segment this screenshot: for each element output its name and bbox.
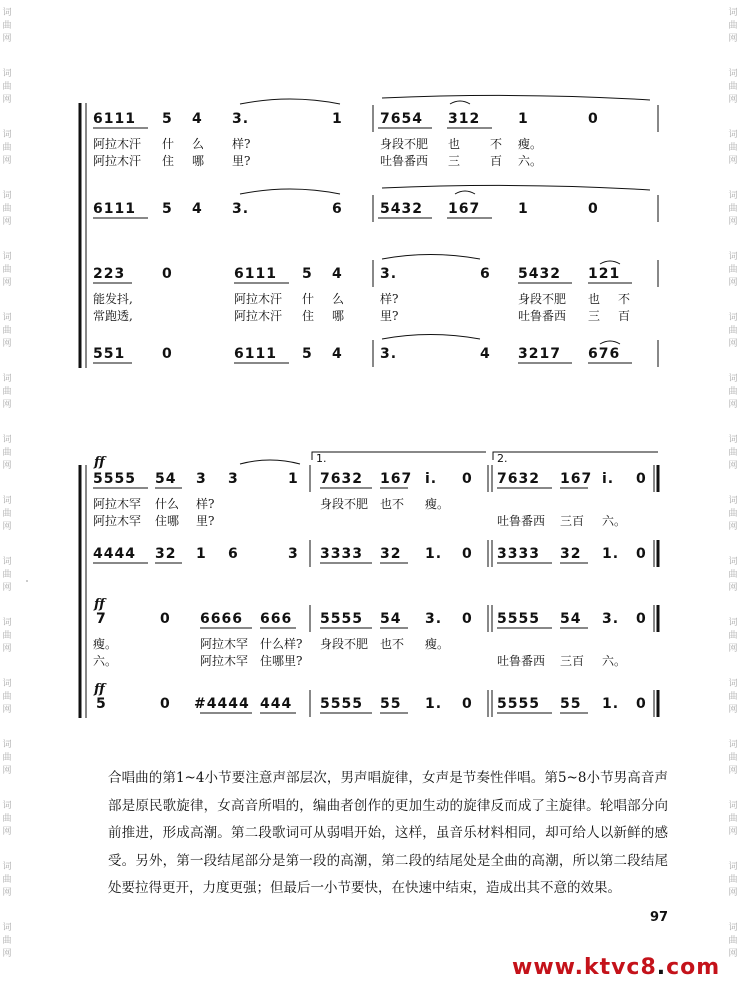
watermark-char: 词 xyxy=(2,740,12,750)
watermark-char: 网 xyxy=(2,95,12,105)
watermark-char: 曲 xyxy=(728,448,738,458)
notes: 54 xyxy=(380,611,402,627)
watermark-char: 词 xyxy=(728,740,738,750)
watermark-char: 词 xyxy=(2,69,12,79)
watermark-char: 网 xyxy=(728,827,738,837)
watermark-char: 曲 xyxy=(728,387,738,397)
lyric: 样? xyxy=(232,137,251,151)
watermark-char: 词 xyxy=(2,923,12,933)
lyric: 百 xyxy=(490,154,503,168)
watermark-char: 曲 xyxy=(2,631,12,641)
notes: 6 xyxy=(332,201,343,217)
watermark-char: 曲 xyxy=(2,204,12,214)
lyric: 吐鲁番西 xyxy=(497,654,546,668)
notes: 3. xyxy=(232,111,250,127)
watermark-char: 词 xyxy=(2,618,12,628)
lyric: 身段不肥 xyxy=(518,292,567,306)
watermark-char: 网 xyxy=(728,461,738,471)
lyric: 六。 xyxy=(602,514,627,528)
lyric: 阿拉木罕 xyxy=(200,654,249,668)
watermark-char: 网 xyxy=(728,522,738,532)
site-logo-main: ktvc8 xyxy=(583,955,657,980)
notes: 1. xyxy=(425,696,443,712)
site-logo-prefix: www. xyxy=(512,955,584,980)
watermark-char: 曲 xyxy=(2,326,12,336)
watermark-char: 曲 xyxy=(2,21,12,31)
notes: 7632 xyxy=(320,471,363,487)
watermark-char: 曲 xyxy=(2,692,12,702)
watermark-char: 网 xyxy=(2,217,12,227)
watermark-char: 网 xyxy=(728,95,738,105)
volta-2: 2. xyxy=(497,452,508,465)
lyric: 三 xyxy=(588,309,601,323)
watermark-char: 曲 xyxy=(728,692,738,702)
notes: 676 xyxy=(588,346,621,362)
lyric: 什么 xyxy=(155,497,180,511)
watermark-char: 曲 xyxy=(728,936,738,946)
watermark-char: 词 xyxy=(2,435,12,445)
lyric: 阿拉木罕 xyxy=(93,497,142,511)
notes: 6 xyxy=(480,266,491,282)
notes: 223 xyxy=(93,266,126,282)
lyric: 瘦。 xyxy=(93,637,118,651)
watermark-char: 词 xyxy=(728,435,738,445)
notes: 54 xyxy=(155,471,177,487)
watermark-char: 网 xyxy=(728,888,738,898)
site-logo-dot: . xyxy=(656,955,667,980)
watermark-char: 曲 xyxy=(728,631,738,641)
notes: 0 xyxy=(162,266,173,282)
lyric: 吐鲁番西 xyxy=(380,154,429,168)
watermark-char: 网 xyxy=(2,827,12,837)
watermark-char: 词 xyxy=(728,191,738,201)
notes: 55 xyxy=(560,696,582,712)
lyric: 么 xyxy=(332,292,345,306)
notes: 551 xyxy=(93,346,126,362)
lyric: 六。 xyxy=(602,654,627,668)
watermark-char: 网 xyxy=(728,949,738,959)
notes: 7654 xyxy=(380,111,423,127)
notes: 32 xyxy=(560,546,582,562)
watermark-char: 曲 xyxy=(728,509,738,519)
watermark-char: 曲 xyxy=(728,82,738,92)
notes: 0 xyxy=(588,111,599,127)
lyric: 六。 xyxy=(93,654,118,668)
dynamic-mark: ff xyxy=(94,597,105,612)
notes: 4 xyxy=(192,111,203,127)
lyric: 哪 xyxy=(332,309,345,323)
lyric: 样? xyxy=(380,292,399,306)
notes: 4 xyxy=(192,201,203,217)
lyric: 也不 xyxy=(380,497,405,511)
watermark-char: 曲 xyxy=(2,875,12,885)
lyric: 阿拉木罕 xyxy=(93,514,142,528)
notes: 0 xyxy=(462,546,473,562)
notes: 6111 xyxy=(93,201,136,217)
notes: 3. xyxy=(380,346,398,362)
watermark-char: 网 xyxy=(2,888,12,898)
watermark-char: 网 xyxy=(2,522,12,532)
lyric: 么 xyxy=(192,137,205,151)
lyric: 阿拉木汗 xyxy=(93,154,142,168)
watermark-char: 网 xyxy=(2,644,12,654)
notes: 4 xyxy=(332,346,343,362)
watermark-char: 曲 xyxy=(2,82,12,92)
watermark-char: 网 xyxy=(2,705,12,715)
watermark-char: 网 xyxy=(2,461,12,471)
notes: 167 xyxy=(560,471,593,487)
watermark-char: 曲 xyxy=(728,570,738,580)
watermark-char: 曲 xyxy=(728,143,738,153)
watermark-char: 曲 xyxy=(2,448,12,458)
notes: 5432 xyxy=(518,266,561,282)
notes: 0 xyxy=(462,696,473,712)
watermark-char: 词 xyxy=(2,496,12,506)
notes: 5555 xyxy=(320,611,363,627)
notes: 32 xyxy=(380,546,402,562)
notes: 0 xyxy=(636,471,647,487)
notes: 167 xyxy=(380,471,413,487)
lyric: 能发抖, xyxy=(93,292,133,306)
notes: 32 xyxy=(155,546,177,562)
watermark-char: 词 xyxy=(2,8,12,18)
dynamic-mark: ff xyxy=(94,682,105,697)
notes: 5555 xyxy=(497,696,540,712)
watermark-char: 曲 xyxy=(728,204,738,214)
notes: 5 xyxy=(162,201,173,217)
watermark-char: 词 xyxy=(2,679,12,689)
watermark-char: 网 xyxy=(728,278,738,288)
notes: 3. xyxy=(425,611,443,627)
notes: 5 xyxy=(302,266,313,282)
watermark-char: 词 xyxy=(728,130,738,140)
watermark-char: 词 xyxy=(2,191,12,201)
lyric: 住 xyxy=(162,154,175,168)
notes: 3. xyxy=(380,266,398,282)
page-number: 97 xyxy=(650,910,669,925)
watermark-char: 词 xyxy=(2,801,12,811)
watermark-char: 网 xyxy=(728,217,738,227)
notes: 0 xyxy=(636,611,647,627)
lyric: 不 xyxy=(618,292,631,306)
lyric: 不 xyxy=(490,137,503,151)
notes: 3333 xyxy=(497,546,540,562)
lyric: 也不 xyxy=(380,637,405,651)
notes: 4444 xyxy=(93,546,136,562)
watermark-char: 词 xyxy=(728,252,738,262)
lyric: 里? xyxy=(380,309,399,323)
notes: 3 xyxy=(228,471,239,487)
notes: 6111 xyxy=(234,346,277,362)
lyric: 什 xyxy=(302,292,315,306)
lyric: 哪 xyxy=(192,154,205,168)
watermark-char: 网 xyxy=(2,400,12,410)
notes: 1 xyxy=(518,111,529,127)
lyric: 住哪 xyxy=(155,514,180,528)
watermark-char: 网 xyxy=(2,156,12,166)
watermark-char: 网 xyxy=(728,156,738,166)
lyric: 三百 xyxy=(560,654,585,668)
lyric: 身段不肥 xyxy=(380,137,429,151)
notes: 5 xyxy=(162,111,173,127)
watermark-char: 词 xyxy=(2,130,12,140)
watermark-char: 词 xyxy=(2,252,12,262)
lyric: 百 xyxy=(618,309,631,323)
watermark-char: 词 xyxy=(728,313,738,323)
watermark-char: 词 xyxy=(728,8,738,18)
notes: 0 xyxy=(162,346,173,362)
lyric: 也 xyxy=(588,292,601,306)
watermark-char: 曲 xyxy=(728,753,738,763)
notes: 5555 xyxy=(497,611,540,627)
watermark-char: 网 xyxy=(2,583,12,593)
lyric: 样? xyxy=(196,497,215,511)
watermark-char: 网 xyxy=(728,583,738,593)
watermark-char: 词 xyxy=(2,557,12,567)
watermark-char: 曲 xyxy=(728,326,738,336)
watermark-char: 网 xyxy=(728,766,738,776)
watermark-char: 曲 xyxy=(2,387,12,397)
lyric: 身段不肥 xyxy=(320,497,369,511)
watermark-char: 曲 xyxy=(2,509,12,519)
notes: 3. xyxy=(602,611,620,627)
lyric: 里? xyxy=(232,154,251,168)
notes: 0 xyxy=(636,546,647,562)
watermark-char: 曲 xyxy=(728,814,738,824)
notes: 5555 xyxy=(93,471,136,487)
notes: 5432 xyxy=(380,201,423,217)
watermark-char: 曲 xyxy=(2,936,12,946)
watermark-char: 曲 xyxy=(2,570,12,580)
lyric: 阿拉木汗 xyxy=(234,292,283,306)
notes: i. xyxy=(602,471,615,487)
notes: 5555 xyxy=(320,696,363,712)
lyric: 瘦。 xyxy=(425,637,450,651)
lyric: 三百 xyxy=(560,514,585,528)
watermark-char: 曲 xyxy=(2,143,12,153)
notes: 0 xyxy=(462,611,473,627)
commentary-paragraph: 合唱曲的第1~4小节要注意声部层次，男声唱旋律，女声是节奏性伴唱。第5~8小节男高音声部是原民歌旋律，女高音所唱的，编曲者创作的更加生动的旋律反而成了主旋律。轮唱部分向前推进，形成高潮。第二段歌词可从弱唱开始，这样，虽音乐材料相同，却可给人以新鲜的感受。另外，第一段结尾部分是第一段的高潮，第二段的结尾处是全曲的高潮，所以第二段结尾处要拉得更开，力度更强；但最后一小节要快，在快速中结束，造成出其不意的效果。 xyxy=(108,770,668,896)
lyric: 常跑透, xyxy=(93,309,133,323)
watermark-char: 词 xyxy=(728,69,738,79)
watermark-char: 网 xyxy=(2,339,12,349)
notes: 3333 xyxy=(320,546,363,562)
lyric: 什 xyxy=(162,137,175,151)
notes: 4 xyxy=(332,266,343,282)
notes: 444 xyxy=(260,696,293,712)
watermark-char: 网 xyxy=(2,949,12,959)
watermark-char: 词 xyxy=(2,313,12,323)
notes: 3 xyxy=(288,546,299,562)
lyric: 也 xyxy=(448,137,461,151)
watermark-char: 词 xyxy=(728,496,738,506)
watermark-char: 网 xyxy=(728,339,738,349)
watermark-char: 词 xyxy=(2,862,12,872)
notes: 312 xyxy=(448,111,481,127)
lyric: 吐鲁番西 xyxy=(518,309,567,323)
notes: i. xyxy=(425,471,438,487)
site-logo xyxy=(512,955,720,980)
watermark-char: 曲 xyxy=(728,21,738,31)
notes: 55 xyxy=(380,696,402,712)
notes: 1. xyxy=(425,546,443,562)
notes: 1 xyxy=(196,546,207,562)
dynamic-mark: ff xyxy=(94,455,105,470)
watermark-char: 网 xyxy=(728,400,738,410)
lyric: 阿拉木罕 xyxy=(200,637,249,651)
notes: 0 xyxy=(588,201,599,217)
watermark-char: 网 xyxy=(728,644,738,654)
notes: 0 xyxy=(160,611,171,627)
notes: 121 xyxy=(588,266,621,282)
watermark-char: 词 xyxy=(728,679,738,689)
watermark-char: 曲 xyxy=(2,265,12,275)
notes: 0 xyxy=(636,696,647,712)
watermark-char: 词 xyxy=(728,862,738,872)
watermark-char: 网 xyxy=(2,34,12,44)
notes: 3. xyxy=(232,201,250,217)
notes: #4444 xyxy=(194,696,250,712)
notes: 167 xyxy=(448,201,481,217)
watermark-char: 网 xyxy=(2,766,12,776)
volta-1: 1. xyxy=(316,452,327,465)
watermark-char: 网 xyxy=(728,34,738,44)
watermark-char: 曲 xyxy=(2,753,12,763)
notes: 6111 xyxy=(93,111,136,127)
notes: 1. xyxy=(602,546,620,562)
lyric: 里? xyxy=(196,514,215,528)
watermark-char: 曲 xyxy=(2,814,12,824)
notes: 666 xyxy=(260,611,293,627)
lyric: 瘦。 xyxy=(425,497,450,511)
notes: 6111 xyxy=(234,266,277,282)
notes: 0 xyxy=(462,471,473,487)
watermark-char: 词 xyxy=(728,923,738,933)
lyric: 吐鲁番西 xyxy=(497,514,546,528)
lyric: 住哪里? xyxy=(260,654,303,668)
site-logo-suffix: com xyxy=(666,955,721,980)
notes: 3 xyxy=(196,471,207,487)
notes: 0 xyxy=(160,696,171,712)
lyric: 阿拉木汗 xyxy=(93,137,142,151)
lyric: 身段不肥 xyxy=(320,637,369,651)
notes: 7 xyxy=(96,611,107,627)
watermark-char: 网 xyxy=(2,278,12,288)
notes: 5 xyxy=(96,696,107,712)
notes: 6666 xyxy=(200,611,243,627)
watermark-char: 词 xyxy=(728,618,738,628)
notes: 54 xyxy=(560,611,582,627)
lyric: 瘦。 xyxy=(518,137,543,151)
lyric: 三 xyxy=(448,154,461,168)
watermark-char: 词 xyxy=(728,374,738,384)
watermark-char: 词 xyxy=(728,801,738,811)
notes: 6 xyxy=(228,546,239,562)
notes: 1 xyxy=(518,201,529,217)
watermark-char: 曲 xyxy=(728,875,738,885)
notes: 1 xyxy=(332,111,343,127)
notes: 1. xyxy=(602,696,620,712)
watermark-char: 词 xyxy=(2,374,12,384)
notes: 4 xyxy=(480,346,491,362)
notes: 7632 xyxy=(497,471,540,487)
lyric: 六。 xyxy=(518,154,543,168)
notes: 5 xyxy=(302,346,313,362)
lyric: 住 xyxy=(302,309,315,323)
notes: 3217 xyxy=(518,346,561,362)
watermark-char: 词 xyxy=(728,557,738,567)
watermark-char: 网 xyxy=(728,705,738,715)
notes: 1 xyxy=(288,471,299,487)
lyric: 阿拉木汗 xyxy=(234,309,283,323)
watermark-char: 曲 xyxy=(728,265,738,275)
lyric: 什么样? xyxy=(260,637,303,651)
